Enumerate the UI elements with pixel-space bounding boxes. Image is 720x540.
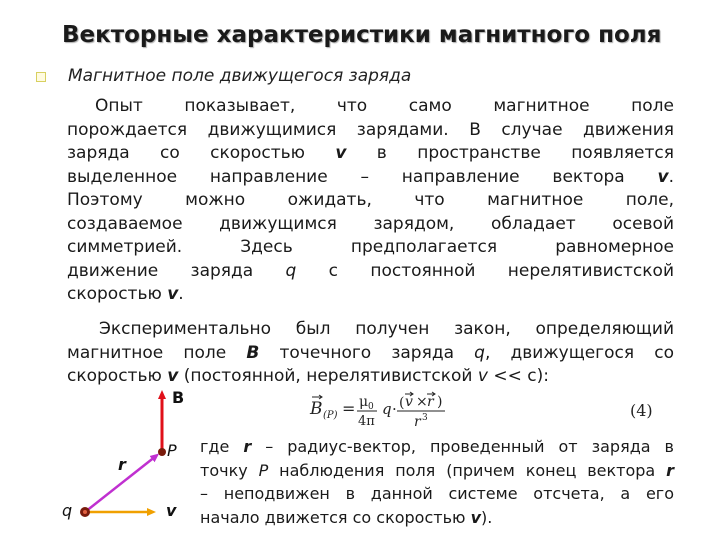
where_text-line (200, 506, 674, 530)
where_text-segment: v (470, 507, 482, 527)
where_text-line (200, 459, 674, 483)
paragraph2-segment: v (477, 366, 488, 386)
paragraph-1 (67, 95, 674, 307)
where_text-line: – неподвижен в данной системе отсчета, а его (200, 484, 674, 503)
subheading: Магнитное поле движущегося заряда (68, 66, 412, 86)
paragraph1-line (67, 283, 674, 307)
paragraph1-segment: выделенное направление – направление вектора (67, 166, 658, 187)
page-title: Векторные характеристики магнитного поля (62, 22, 662, 48)
formula-exponent: 3 (422, 413, 428, 423)
where_text-line (200, 435, 674, 459)
paragraph2-line: Экспериментально был получен закон, определяющий (99, 319, 674, 339)
label-p: P (167, 441, 177, 460)
paragraph1-segment: в пространстве появляется (346, 143, 674, 163)
where_text-segment: точку (200, 460, 259, 480)
paragraph-2 (67, 318, 674, 389)
formula-lhs: B (310, 399, 323, 419)
paragraph1-segment: . (668, 166, 674, 187)
equation-number: (4) (630, 401, 653, 420)
formula-v: v (405, 394, 413, 410)
formula-lhs-sub: (P) (323, 410, 338, 421)
formula-mu-sub: 0 (368, 402, 374, 412)
svg-text:=: = (342, 399, 356, 418)
where-explanation (200, 435, 674, 529)
paragraph1-line (67, 142, 674, 166)
paragraph1-line (67, 166, 674, 190)
paragraph1-line (67, 260, 674, 284)
svg-text:(: ( (399, 395, 405, 411)
where_text-segment: наблюдения поля (причем конец вектора (268, 460, 667, 480)
where_text-segment: P (258, 460, 269, 480)
point-p (158, 448, 166, 456)
paragraph2-segment: , движущегося со (484, 342, 674, 363)
where_text-segment: – радиус-вектор, проведенный от заряда в (251, 437, 674, 456)
paragraph1-segment: q (285, 260, 297, 281)
label-v: v (166, 501, 177, 520)
paragraph1-segment: с постоянной нерелятивистской (296, 260, 674, 281)
formula-svg (302, 390, 492, 432)
paragraph1-segment: . (178, 284, 184, 304)
label-q: q (62, 501, 73, 520)
paragraph1-line: порождается движущимися зарядами. В случае движения (67, 119, 674, 140)
paragraph1-segment: v (657, 166, 669, 187)
paragraph1-segment: скоростью (67, 284, 168, 304)
label-r: r (118, 455, 126, 474)
paragraph2-segment: << c): (487, 366, 549, 386)
formula (302, 390, 492, 432)
formula-r-denominator: r (414, 414, 421, 430)
svg-text:×: × (416, 394, 428, 410)
paragraph2-segment: точечного заряда (259, 342, 475, 363)
paragraph2-segment: q (474, 342, 485, 363)
where_text-segment: начало движется со скоростью (200, 507, 471, 527)
svg-text:): ) (437, 394, 443, 410)
svg-text:·: · (392, 400, 397, 418)
paragraph1-segment: v (167, 284, 179, 304)
paragraph2-segment: B (246, 342, 260, 363)
paragraph1-line: создаваемое движущимся зарядом, обладает осевой (67, 213, 674, 234)
paragraph1-segment: движение заряда (67, 260, 286, 281)
formula-q: q (382, 400, 392, 418)
formula-r: r (427, 394, 434, 410)
paragraph1-segment: заряда со скоростью (67, 143, 336, 163)
paragraph1-line: симметрией. Здесь предполагается равномерное (67, 237, 674, 257)
where_text-segment: r (243, 437, 252, 456)
where_text-segment: r (666, 460, 674, 480)
where_text-segment: где (200, 437, 244, 456)
paragraph2-segment: скоростью (67, 366, 168, 386)
paragraph1-segment: v (335, 143, 347, 163)
bullet-marker (36, 72, 46, 82)
paragraph2-segment: v (167, 366, 179, 386)
paragraph1-line: Опыт показывает, что само магнитное поле (95, 96, 674, 116)
label-b: B (172, 388, 185, 407)
where_text-segment: ). (481, 507, 493, 527)
paragraph2-segment: магнитное поле (67, 342, 247, 363)
formula-4pi: 4π (358, 414, 375, 429)
paragraph2-segment: (постоянной, нерелятивистской (178, 366, 478, 386)
paragraph1-line: Поэтому можно ожидать, что магнитное поле, (67, 190, 674, 210)
formula-mu: μ (359, 394, 369, 410)
paragraph2-line (67, 342, 674, 366)
